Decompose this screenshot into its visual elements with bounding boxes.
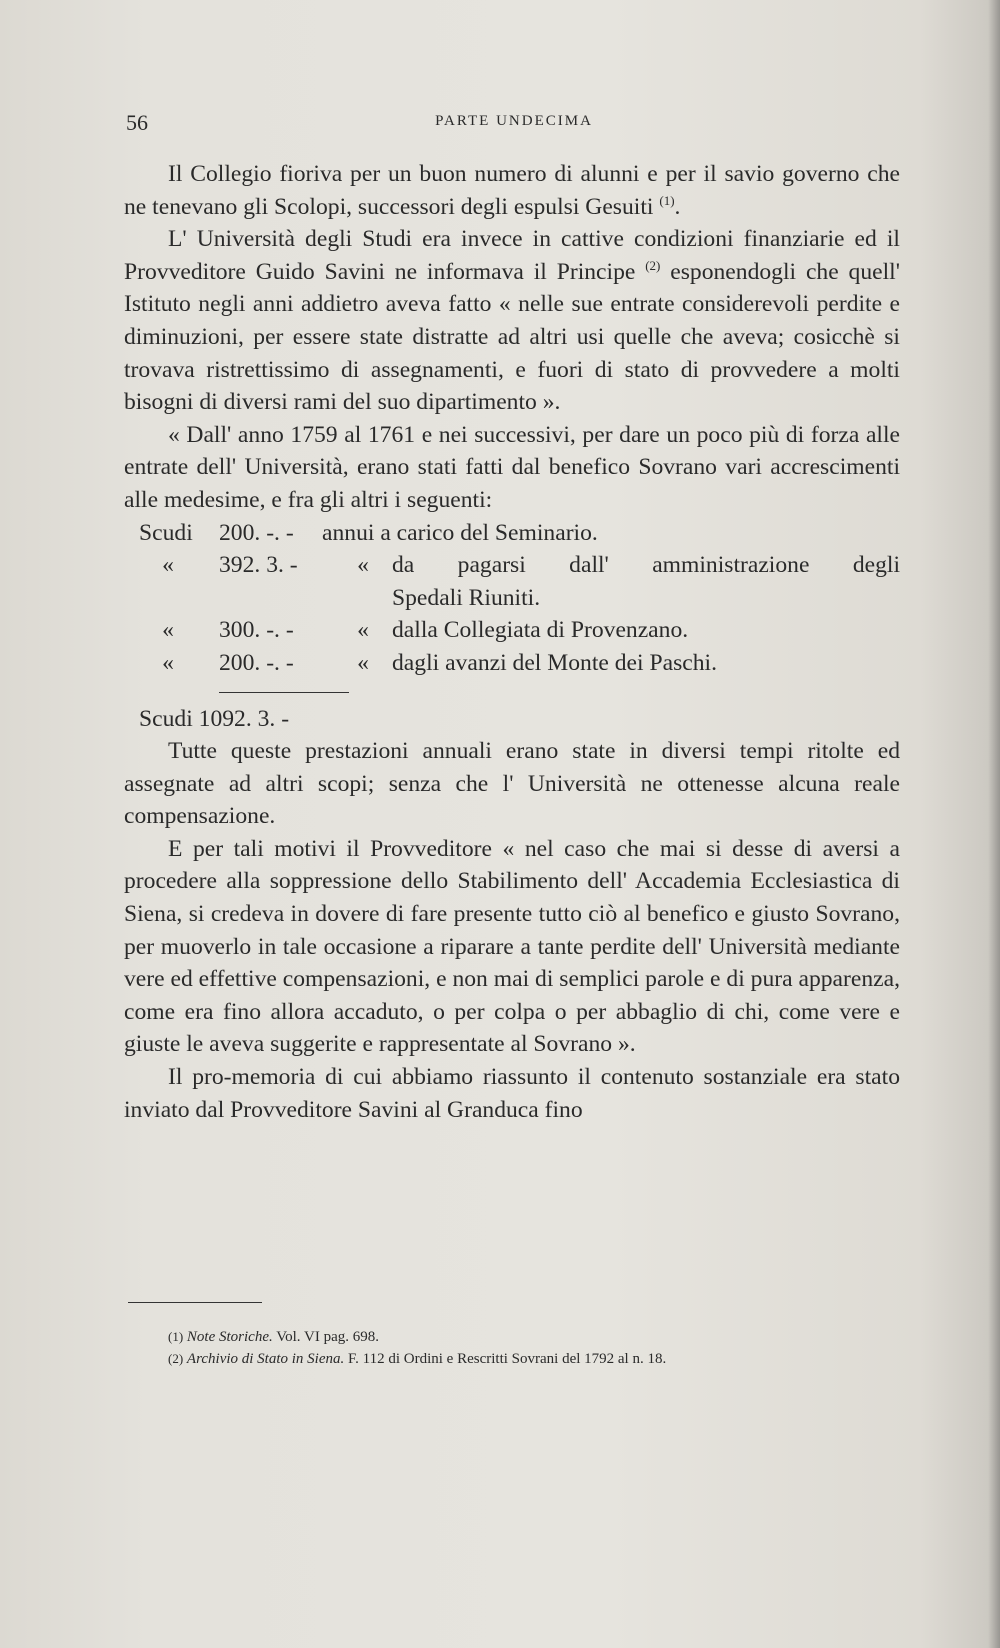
paragraph-1: Il Collegio fioriva per un buon numero di alunni e per il savio governo che ne tenevano gli Scolopi, successori degli espulsi Gesuiti $^{(1)}$. xyxy=(124,161,900,220)
paragraph-3: « Dall' anno 1759 al 1761 e nei successivi, per dare un poco più di forza alle entrate dell' Università, erano stati fatti dal benefico Sovrano vari accrescimenti alle medesime, e fra gli altri i seguenti: xyxy=(124,421,900,513)
ledger-row: « 392. 3. - « da pagarsi dall' amministrazione degli xyxy=(162,552,900,579)
footnote-ref-1: (1) xyxy=(659,192,675,208)
sum-rule xyxy=(219,692,349,693)
ledger-row: Scudi 200. -. - annui a carico del Seminario. xyxy=(139,519,598,546)
ledger-row-continuation: Spedali Riuniti. xyxy=(392,584,541,611)
ledger xyxy=(139,517,900,693)
footnote-1: (1) Note Storiche. Vol. VI pag. 698. xyxy=(168,1329,380,1345)
running-head xyxy=(124,110,904,140)
paragraph-6: Il pro-memoria di cui abbiamo riassunto il contenuto sostanziale era stato inviato dal Provveditore Savini al Granduca fino xyxy=(124,1064,900,1123)
ledger-row: « 300. -. - « dalla Collegiata di Provenzano. xyxy=(162,617,689,644)
ledger-row: « 200. -. - « dagli avanzi del Monte dei Paschi. xyxy=(162,649,717,676)
paragraph-5: E per tali motivi il Provveditore « nel caso che mai si desse di aversi a procedere alla soppressione dello Stabilimento dell' Accademia Ecclesiastica di Siena, si credeva in dovere di fare presente tutto ciò al benefico e giusto Sovrano, per muoverlo in tale occasione a riparare a tante perdite dell' Università mediante vere ed effettive compensazioni, e non mai di semplici parole e di pura apparenza, come era fino allora accaduto, o per colpa o per abbaglio di chi, come vere e giuste le aveva suggerite e rappresentate al Sovrano ». xyxy=(124,835,900,1058)
page-edge-shadow xyxy=(988,0,1000,1648)
footnote-2: (2) Archivio di Stato in Siena. F. 112 di Ordini e Rescritti Sovrani del 1792 al n. 18. xyxy=(168,1351,667,1367)
page-number: 56 xyxy=(126,110,148,135)
footnote-rule xyxy=(128,1302,262,1303)
footnotes xyxy=(124,1326,900,1370)
ledger-total: Scudi 1092. 3. - xyxy=(139,705,290,732)
body-text xyxy=(124,158,900,1126)
paragraph-4: Tutte queste prestazioni annuali erano state in diversi tempi ritolte ed assegnate ad altri scopi; senza che l' Università ne ottenesse alcuna reale compensazione. xyxy=(124,738,900,830)
running-title: PARTE UNDECIMA xyxy=(435,113,593,129)
paragraph-2: L' Università degli Studi era invece in cattive condizioni finanziarie ed il Provveditore Guido Savini ne informava il Principe $^{(2)}$ esponendogli che quell' Istituto negli anni addietro aveva fatto « nelle sue entrate considerevoli perdite e diminuzioni, per essere state distratte ad altri usi quelle che aveva; cosicchè si trovava ristrettissimo di assegnamenti, e fuori di stato di provvedere a molti bisogni di diversi rami del suo dipartimento ». xyxy=(124,226,900,416)
footnote-ref-2: (2) xyxy=(645,257,661,273)
